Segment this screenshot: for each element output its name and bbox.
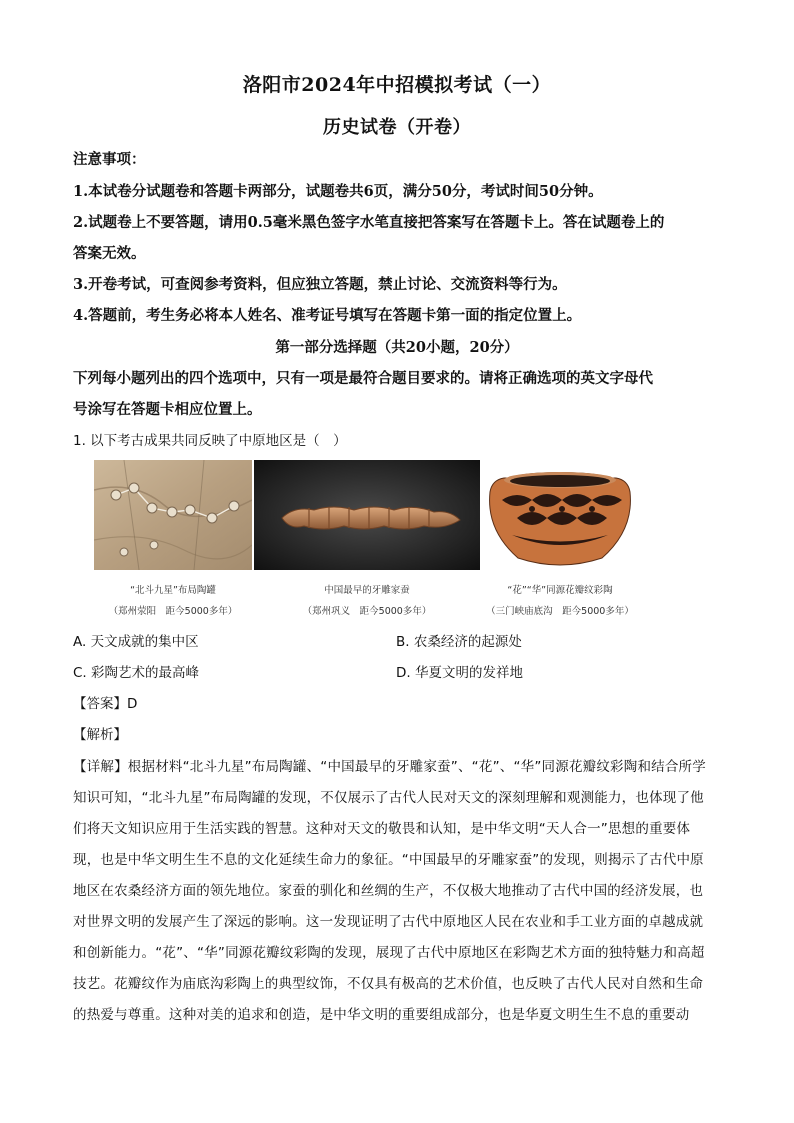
question-stem: 1. 以下考古成果共同反映了中原地区是（ ） <box>73 433 347 449</box>
notice-line: 2.试题卷上不要答题，请用0.5毫米黑色签字水笔直接把答案写在答题卡上。答在试题卷上的 <box>73 214 665 231</box>
detail-line: 知识可知，“北斗九星”布局陶罐的发现，不仅展示了古代人民对天文的深刻理解和观测能力，也体现了他 <box>73 790 704 806</box>
petal-pottery-illustration <box>482 460 638 570</box>
image-caption: “北斗九星”布局陶罐 <box>130 585 216 596</box>
section-instruction: 号涂写在答题卡相应位置上。 <box>73 401 262 418</box>
option-a: A. 天文成就的集中区 <box>73 634 199 650</box>
option-d: D. 华夏文明的发祥地 <box>396 665 523 681</box>
notice-line: 1.本试卷分试题卷和答题卡两部分，试题卷共6页，满分50分，考试时间50分钟。 <box>73 183 603 200</box>
detail-line: 【详解】根据材料“北斗九星”布局陶罐、“中国最早的牙雕家蚕”、“花”、“华”同源花瓣纹彩陶和结合所学 <box>73 759 706 775</box>
detail-line: 们将天文知识应用于生活实践的智慧。这种对天文的敬畏和认知，是中华文明“天人合一”思想的重要体 <box>73 821 691 837</box>
image-caption-sub: （郑州荥阳 距今5000多年） <box>108 606 238 617</box>
option-b: B. 农桑经济的起源处 <box>396 634 522 650</box>
answer-value: D <box>127 696 138 712</box>
detail-line: 现，也是中华文明生生不息的文化延续生命力的象征。“中国最早的牙雕家蚕”的发现，则揭示了古代中原 <box>73 852 704 868</box>
photo-beidou-pottery <box>94 460 252 570</box>
section-title: 第一部分选择题（共20小题，20分） <box>275 339 519 356</box>
detail-line: 的热爱与尊重。这种对美的追求和创造，是中华文明的重要组成部分，也是华夏文明生生不息的重要动 <box>73 1007 690 1023</box>
exam-subtitle: 历史试卷（开卷） <box>323 117 471 138</box>
image-caption: “花”“华”同源花瓣纹彩陶 <box>507 585 613 596</box>
option-c: C. 彩陶艺术的最高峰 <box>73 665 200 681</box>
image-caption-sub: （三门峡庙底沟 距今5000多年） <box>486 606 634 617</box>
notice-line: 3.开卷考试，可查阅参考资料，但应独立答题，禁止讨论、交流资料等行为。 <box>73 276 567 293</box>
beidou-pottery-illustration <box>94 460 252 570</box>
section-instruction: 下列每小题列出的四个选项中，只有一项是最符合题目要求的。请将正确选项的英文字母代 <box>73 370 653 387</box>
ivory-silkworm-illustration <box>254 460 480 570</box>
notice-line: 4.答题前，考生务必将本人姓名、准考证号填写在答题卡第一面的指定位置上。 <box>73 307 582 324</box>
detail-line: 技艺。花瓣纹作为庙底沟彩陶上的典型纹饰，不仅具有极高的艺术价值，也反映了古代人民对自然和生命 <box>73 976 704 992</box>
notice-heading: 注意事项： <box>73 151 146 168</box>
answer-label: 【答案】 <box>73 696 127 712</box>
detail-line: 地区在农桑经济方面的领先地位。家蚕的驯化和丝绸的生产，不仅极大地推动了古代中国的经济发展，也 <box>73 883 704 899</box>
image-caption: 中国最早的牙雕家蚕 <box>324 585 410 596</box>
image-caption-sub: （郑州巩义 距今5000多年） <box>302 606 432 617</box>
detail-line: 对世界文明的发展产生了深远的影响。这一发现证明了古代中原地区人民在农业和手工业方面的卓越成就 <box>73 914 704 930</box>
detail-line: 和创新能力。“花”、“华”同源花瓣纹彩陶的发现，展现了古代中原地区在彩陶艺术方面的独特魅力和高超 <box>73 945 705 961</box>
analysis-label: 【解析】 <box>73 727 127 743</box>
answer-line <box>73 692 137 712</box>
exam-title: 洛阳市2024年中招模拟考试（一） <box>242 74 552 96</box>
photo-petal-pottery <box>482 460 638 570</box>
notice-line: 答案无效。 <box>73 245 146 262</box>
photo-ivory-silkworm <box>254 460 480 570</box>
